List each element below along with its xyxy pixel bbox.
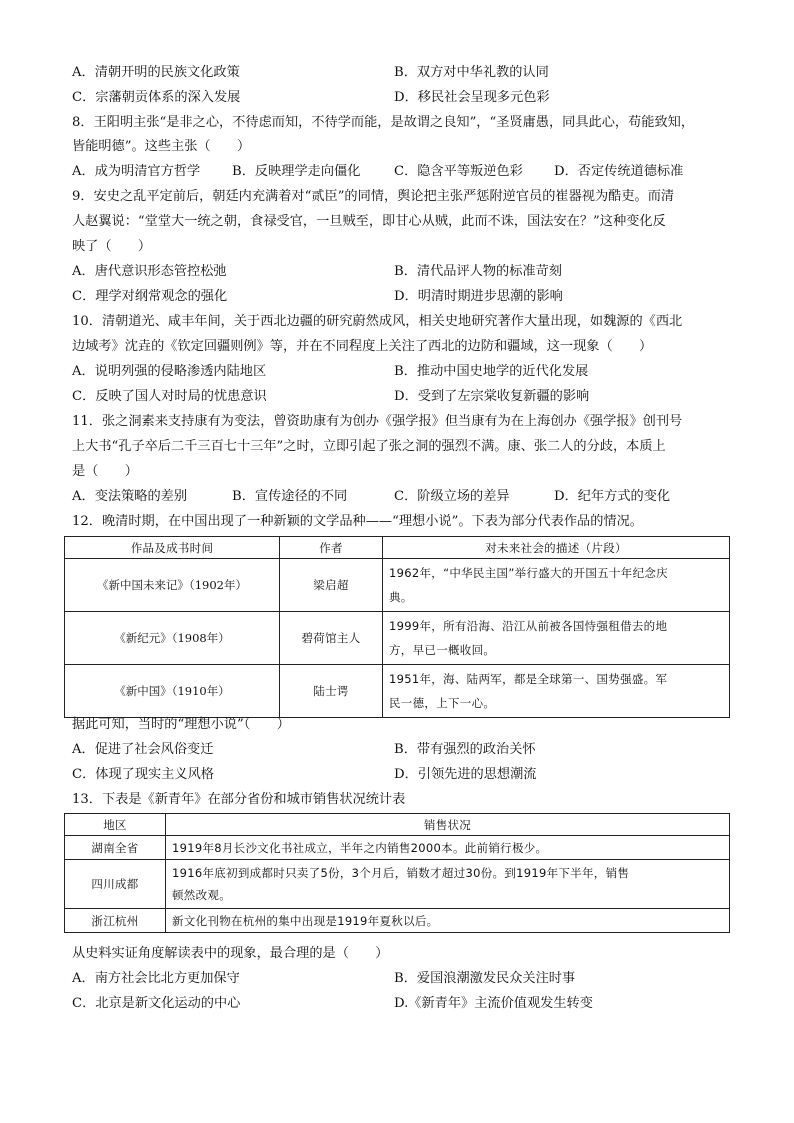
q12-row3-author: 陆士谔 <box>280 665 383 718</box>
q13-row1-status: 1919年8月长沙文化书社成立，半年之内销售2000本。此前销行极少。 <box>166 836 730 860</box>
q11-option-b: B．宣传途径的不同 <box>232 489 348 504</box>
q9-option-d: D．明清时期进步思潮的影响 <box>394 289 563 304</box>
q7-option-a: A．清朝开明的民族文化政策 <box>72 65 240 80</box>
table-row <box>65 836 730 860</box>
q13-intro: 13．下表是《新青年》在部分省份和城市销售状况统计表 <box>72 792 406 807</box>
q13-table-header <box>65 814 730 836</box>
q12-row1-desc-line2: 典。 <box>389 590 413 604</box>
q13-row3-status: 新文化刊物在杭州的集中出现是1919年夏秋以后。 <box>166 909 730 933</box>
q12-row3-desc-line1: 1951年，海、陆两军，都是全球第一、国势强盛。军 <box>389 672 668 686</box>
q13-row2-status-line1: 1916年底初到成都时只卖了5份，3个月后，销数才超过30份。到1919年下半年，销售 <box>172 866 630 880</box>
q8-stem-line1: 8．王阳明主张“是非之心，不待虑而知，不待学而能，是故谓之良知”，“圣贤庸愚，同具此心，苟能致知， <box>72 115 695 130</box>
q10-option-a: A．说明列强的侵略渗透内陆地区 <box>72 364 267 379</box>
q13-header-region: 地区 <box>65 814 166 836</box>
table-row <box>65 612 730 665</box>
q9-option-c: C．理学对纲常观念的强化 <box>72 289 228 304</box>
q13-row1-region: 湖南全省 <box>65 836 166 860</box>
q9-option-a: A．唐代意识形态管控松弛 <box>72 264 227 279</box>
q8-option-d: D．否定传统道德标准 <box>554 164 684 179</box>
q12-header-desc: 对未来社会的描述（片段） <box>383 537 730 559</box>
q13-stem: 从史料实证角度解读表中的现象，最合理的是（ ） <box>72 946 389 961</box>
q12-option-d: D．引领先进的思想潮流 <box>394 767 537 782</box>
q13-option-b: B．爱国浪潮激发民众关注时事 <box>394 971 576 986</box>
q13-row2-status <box>166 860 730 909</box>
q12-table-header <box>65 537 730 559</box>
q7-option-d: D．移民社会呈现多元色彩 <box>394 90 550 105</box>
q13-option-d: D.《新青年》主流价值观发生转变 <box>394 996 593 1011</box>
q10-option-b: B．推动中国史地学的近代化发展 <box>394 364 589 379</box>
q12-header-work: 作品及成书时间 <box>65 537 280 559</box>
q9-option-b: B．清代品评人物的标准苛刻 <box>394 264 562 279</box>
q9-stem-line1: 9．安史之乱平定前后，朝廷内充满着对“贰臣”的同情，舆论把主张严惩附逆官员的崔器视为酷吏。而清 <box>72 189 675 204</box>
q12-option-c: C．体现了现实主义风格 <box>72 767 214 782</box>
q12-header-author: 作者 <box>280 537 383 559</box>
q8-stem-line2: 皆能明德”。这些主张（ ） <box>72 139 251 154</box>
q12-row1-desc-line1: 1962年，“中华民主国”举行盛大的开国五十年纪念庆 <box>389 566 668 580</box>
q12-row1-work: 《新中国未来记》（1902年） <box>65 559 280 612</box>
q9-stem-line2: 人赵翼说：“堂堂大一统之朝，食禄受官，一旦贼至，即甘心从贼，此而不诛，国法安在？”这种变化反 <box>72 214 666 229</box>
q13-row3-region: 浙江杭州 <box>65 909 166 933</box>
q9-stem-line3: 映了（ ） <box>72 239 152 254</box>
q11-stem-line3: 是（ ） <box>72 464 138 479</box>
q12-row3-work: 《新中国》（1910年） <box>65 665 280 718</box>
q12-row1-desc <box>383 559 730 612</box>
q12-row2-author: 碧荷馆主人 <box>280 612 383 665</box>
q13-option-a: A．南方社会比北方更加保守 <box>72 971 240 986</box>
q12-table <box>64 536 730 718</box>
q10-option-c: C．反映了国人对时局的忧患意识 <box>72 389 267 404</box>
q7-option-b: B．双方对中华礼教的认同 <box>394 65 549 80</box>
q11-stem-line2: 上大书“孔子卒后二千三百七十三年”之时，立即引起了张之洞的强烈不满。康、张二人的分歧，本质上 <box>72 439 666 454</box>
q13-option-c: C．北京是新文化运动的中心 <box>72 996 241 1011</box>
q8-option-a: A．成为明清官方哲学 <box>72 164 201 179</box>
q11-stem-line1: 11．张之洞素来支持康有为变法，曾资助康有为创办《强学报》但当康有为在上海创办《强学报》创刊号 <box>72 414 683 429</box>
table-row <box>65 665 730 718</box>
q8-option-c: C．隐含平等叛逆色彩 <box>394 164 523 179</box>
q12-row2-desc-line1: 1999年，所有沿海、沿江从前被各国恃强租借去的地 <box>389 619 668 633</box>
q12-stem: 据此可知，当时的“理想小说”（ ） <box>72 717 290 732</box>
q13-header-status: 销售状况 <box>166 814 730 836</box>
q11-option-c: C．阶级立场的差异 <box>394 489 510 504</box>
q12-row2-desc-line2: 方，早已一概收回。 <box>389 643 496 657</box>
q12-row3-desc <box>383 665 730 718</box>
q13-row2-region: 四川成都 <box>65 860 166 909</box>
table-row <box>65 559 730 612</box>
q11-option-d: D．纪年方式的变化 <box>554 489 671 504</box>
q12-option-b: B．带有强烈的政治关怀 <box>394 742 536 757</box>
q10-option-d: D．受到了左宗棠收复新疆的影响 <box>394 389 590 404</box>
q12-intro: 12．晚清时期，在中国出现了一种新颖的文学品种——“理想小说”。下表为部分代表作品的情况。 <box>72 514 643 529</box>
q11-option-a: A．变法策略的差别 <box>72 489 188 504</box>
q12-row3-desc-line2: 民一德，上下一心。 <box>389 696 496 710</box>
q8-option-b: B．反映理学走向僵化 <box>232 164 361 179</box>
table-row <box>65 909 730 933</box>
q13-table <box>64 813 730 933</box>
q12-row2-desc <box>383 612 730 665</box>
q12-row2-work: 《新纪元》（1908年） <box>65 612 280 665</box>
q10-stem-line2: 边域考》沈垚的《钦定回疆则例》等，并在不同程度上关注了西北的边防和疆域，这一现象（ ） <box>72 339 653 354</box>
table-row <box>65 860 730 909</box>
q10-stem-line1: 10．清朝道光、咸丰年间，关于西北边疆的研究蔚然成风，相关史地研究著作大量出现，如魏源的《西北 <box>72 314 683 329</box>
q7-option-c: C．宗藩朝贡体系的深入发展 <box>72 90 241 105</box>
q13-row2-status-line2: 顿然改观。 <box>172 888 231 902</box>
q12-option-a: A．促进了社会风俗变迁 <box>72 742 214 757</box>
q12-row1-author: 梁启超 <box>280 559 383 612</box>
